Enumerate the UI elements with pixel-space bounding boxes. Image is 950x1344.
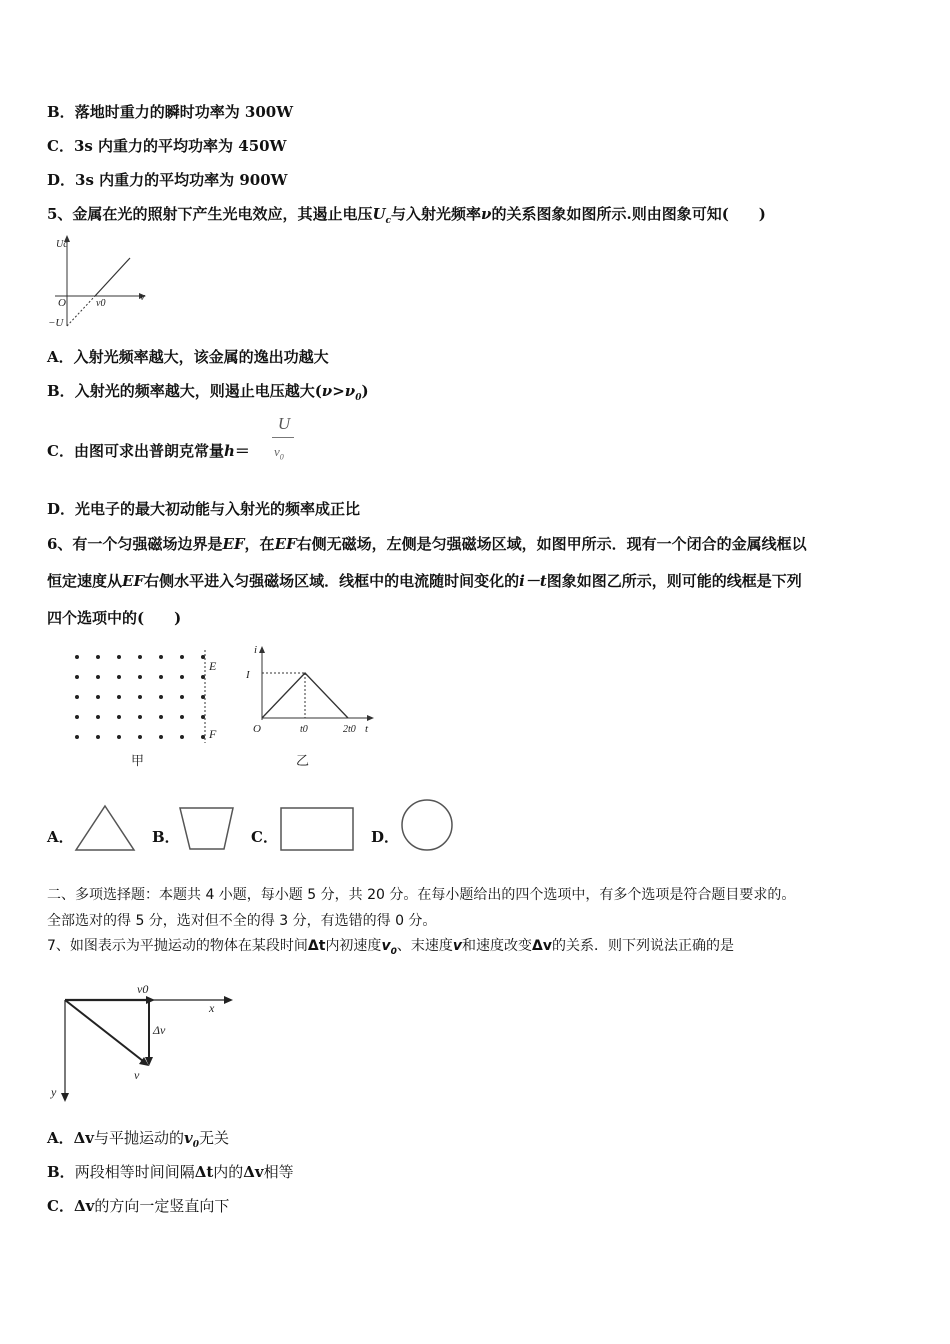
field-dot bbox=[159, 675, 163, 679]
field-dot bbox=[96, 715, 100, 719]
field-dot bbox=[75, 655, 79, 659]
fraction-numerator: U bbox=[277, 414, 291, 433]
q7-text: 和速度改变 bbox=[461, 938, 532, 954]
option-key: B． bbox=[47, 1163, 75, 1181]
q5-uc bbox=[372, 205, 392, 226]
field-dot bbox=[117, 655, 121, 659]
q7-text: 内初速度 bbox=[325, 938, 382, 954]
option-text: 的方向一定竖直向下 bbox=[94, 1197, 230, 1215]
field-dot bbox=[201, 695, 205, 699]
field-dot bbox=[75, 675, 79, 679]
q6-text: 6、有一个匀强磁场边界是 bbox=[47, 535, 223, 553]
i-t-label: i－t bbox=[519, 572, 547, 590]
rectangle-shape bbox=[279, 806, 357, 854]
ef-label: EF bbox=[222, 535, 245, 553]
field-dot bbox=[180, 715, 184, 719]
q5-nu: ν bbox=[481, 205, 492, 223]
q5-uc-nu-graph bbox=[45, 232, 155, 332]
field-dot bbox=[180, 655, 184, 659]
option-text: 相等 bbox=[263, 1163, 294, 1181]
uc-sub: c bbox=[385, 216, 392, 226]
field-dot bbox=[96, 695, 100, 699]
option-key: C． bbox=[47, 137, 74, 155]
option-text: 与平抛运动的 bbox=[94, 1129, 185, 1147]
field-dot bbox=[117, 675, 121, 679]
fig-x-label: x bbox=[209, 1001, 215, 1015]
fig-dv-label: Δv bbox=[153, 1023, 166, 1037]
fig-v0-label: v0 bbox=[137, 982, 149, 996]
field-dot bbox=[159, 695, 163, 699]
field-dot bbox=[75, 735, 79, 739]
q5-stem-c: 的关系图象如图所示.则由图象可知( ) bbox=[491, 205, 766, 223]
v0-sub: 0 bbox=[192, 1140, 199, 1150]
q6-stem-line2 bbox=[47, 571, 802, 591]
option-text: 光电子的最大初动能与入射光的频率成正比 bbox=[75, 500, 361, 518]
field-dot bbox=[159, 715, 163, 719]
q5-stem-a: 5、金属在光的照射下产生光电效应，其遏止电压 bbox=[47, 205, 373, 223]
condition-sub: 0 bbox=[355, 393, 362, 403]
magnetic-field-dots bbox=[75, 655, 205, 739]
option-text: 由图可求出普朗克常量 bbox=[73, 442, 224, 460]
field-dot bbox=[117, 715, 121, 719]
field-dot bbox=[201, 735, 205, 739]
graph-origin: O bbox=[58, 297, 66, 309]
label-e: E bbox=[209, 659, 217, 673]
v0-symbol bbox=[381, 938, 397, 957]
q6-figure-jia bbox=[45, 640, 245, 770]
condition-main: ν>ν bbox=[321, 382, 356, 400]
field-dot bbox=[201, 655, 205, 659]
q6-text: 恒定速度从 bbox=[47, 572, 123, 590]
field-dot bbox=[117, 735, 121, 739]
q7-text: 的关系．则下列说法正确的是 bbox=[551, 938, 734, 954]
q7-velocity-diagram bbox=[45, 978, 245, 1103]
field-dot bbox=[180, 695, 184, 699]
q7-option-a bbox=[47, 1128, 229, 1155]
field-dot bbox=[138, 675, 142, 679]
graph-origin: O bbox=[253, 723, 261, 735]
ef-label: EF bbox=[122, 572, 145, 590]
option-text: 入射光频率越大，该金属的逸出功越大 bbox=[73, 348, 329, 366]
q6-figure-yi bbox=[245, 640, 385, 770]
triangle-shape bbox=[74, 803, 138, 855]
q5-option-c bbox=[47, 441, 250, 461]
q7-option-b bbox=[47, 1162, 294, 1182]
option-text: 无关 bbox=[199, 1129, 230, 1147]
graph-2t0: 2t0 bbox=[343, 724, 356, 735]
q6-option-c-key: C． bbox=[251, 828, 278, 846]
graph-t0: t0 bbox=[300, 724, 308, 735]
option-text: 落地时重力的瞬时功率为 300W bbox=[74, 103, 294, 121]
option-key: A． bbox=[47, 348, 74, 366]
graph-x-intercept: ν0 bbox=[96, 298, 106, 309]
option-key: B． bbox=[47, 382, 75, 400]
field-dot bbox=[159, 655, 163, 659]
circle-shape bbox=[399, 797, 459, 857]
v-symbol: v bbox=[452, 938, 462, 954]
graph-y-label: Uc bbox=[56, 239, 68, 250]
fig-y-label: y bbox=[51, 1085, 57, 1099]
q6-text: ，在 bbox=[244, 535, 275, 553]
dv-symbol: Δv bbox=[243, 1163, 264, 1181]
field-dot bbox=[75, 715, 79, 719]
section2-line2: 全部选对的得 5 分，选对但不全的得 3 分，有选错的得 0 分。 bbox=[47, 913, 437, 929]
q7-option-c bbox=[47, 1196, 229, 1216]
caption-jia: 甲 bbox=[131, 753, 145, 768]
field-dot bbox=[96, 675, 100, 679]
field-dot bbox=[138, 695, 142, 699]
option-key: B． bbox=[47, 103, 75, 121]
fraction-bar bbox=[272, 437, 294, 438]
q6-text: 图象如图乙所示，则可能的线框是下列 bbox=[546, 572, 802, 590]
q4-option-c bbox=[47, 136, 286, 156]
fig-v-label: v bbox=[134, 1068, 140, 1082]
current-curve bbox=[262, 673, 348, 718]
graph-peak-label: I bbox=[246, 669, 250, 681]
q7-text: 7、如图表示为平抛运动的物体在某段时间 bbox=[47, 938, 308, 954]
q5-option-b bbox=[47, 381, 369, 408]
dt-symbol: Δt bbox=[194, 1163, 214, 1181]
field-dot bbox=[138, 715, 142, 719]
uc-main: U bbox=[372, 205, 386, 223]
q4-option-d bbox=[47, 170, 288, 190]
option-text: 3s 内重力的平均功率为 900W bbox=[75, 171, 288, 189]
option-text: 入射光的频率越大，则遏止电压越大( bbox=[74, 382, 322, 400]
field-dot bbox=[138, 655, 142, 659]
graph-x-label: ν bbox=[140, 291, 145, 303]
option-key: D． bbox=[47, 171, 76, 189]
field-dot bbox=[180, 675, 184, 679]
field-dot bbox=[117, 695, 121, 699]
field-dot bbox=[138, 735, 142, 739]
field-dot bbox=[75, 695, 79, 699]
field-dot bbox=[159, 735, 163, 739]
v0-main: v bbox=[381, 938, 391, 954]
q4-option-b bbox=[47, 102, 293, 122]
field-dot bbox=[96, 735, 100, 739]
q5-option-a bbox=[47, 347, 329, 367]
dv-symbol: Δv bbox=[73, 1197, 95, 1215]
planck-var: h bbox=[223, 442, 235, 460]
q7-stem bbox=[47, 936, 734, 962]
ef-label: EF bbox=[274, 535, 297, 553]
den-sub: 0 bbox=[279, 452, 284, 462]
graph-x-label: t bbox=[365, 723, 369, 735]
graph-y-label: i bbox=[254, 644, 258, 656]
option-text: 3s 内重力的平均功率为 450W bbox=[73, 137, 287, 155]
caption-yi: 乙 bbox=[296, 753, 310, 768]
dt-symbol: Δt bbox=[307, 938, 326, 954]
q6-option-b-key: B． bbox=[152, 828, 180, 846]
q7-text: 、末速度 bbox=[396, 938, 453, 954]
q5-option-d bbox=[47, 499, 360, 519]
option-text: 内的 bbox=[213, 1163, 244, 1181]
field-dot bbox=[201, 715, 205, 719]
den-main: ν bbox=[274, 444, 280, 459]
q6-stem-line3: 四个选项中的( ) bbox=[47, 609, 182, 627]
option-key: C． bbox=[47, 442, 74, 460]
q6-text: 右侧无磁场，左侧是匀强磁场区域，如图甲所示．现有一个闭合的金属线框以 bbox=[296, 535, 807, 553]
option-key: C． bbox=[47, 1197, 74, 1215]
v0-main: v bbox=[184, 1129, 193, 1147]
q6-stem-line1 bbox=[47, 534, 807, 554]
dv-symbol: Δv bbox=[531, 938, 552, 954]
equals-sign: ＝ bbox=[234, 442, 250, 460]
q5-stem-b: 与入射光频率 bbox=[391, 205, 482, 223]
condition bbox=[321, 382, 362, 403]
close-paren: ) bbox=[361, 382, 369, 400]
v0-sub: 0 bbox=[390, 946, 397, 957]
trapezoid-shape bbox=[178, 805, 236, 853]
graph-y-intercept: −U bbox=[48, 317, 64, 329]
q6-text: 右侧水平进入匀强磁场区域．线框中的电流随时间变化的 bbox=[144, 572, 520, 590]
field-dot bbox=[96, 655, 100, 659]
section2-line1: 二、多项选择题：本题共 4 小题，每小题 5 分，共 20 分。在每小题给出的四个选项中，有多个选项是符合题目要求的。 bbox=[47, 887, 796, 903]
dv-symbol: Δv bbox=[73, 1129, 94, 1147]
q6-option-d-key: D． bbox=[371, 828, 400, 846]
q6-option-a-key: A． bbox=[47, 828, 74, 846]
option-key: A． bbox=[47, 1129, 74, 1147]
fraction-denominator bbox=[274, 444, 284, 462]
q5-stem bbox=[47, 204, 766, 231]
field-dot bbox=[180, 735, 184, 739]
option-text: 两段相等时间间隔 bbox=[74, 1163, 195, 1181]
label-f: F bbox=[209, 727, 217, 741]
option-key: D． bbox=[47, 500, 76, 518]
field-dot bbox=[201, 675, 205, 679]
v0-symbol bbox=[184, 1129, 199, 1150]
